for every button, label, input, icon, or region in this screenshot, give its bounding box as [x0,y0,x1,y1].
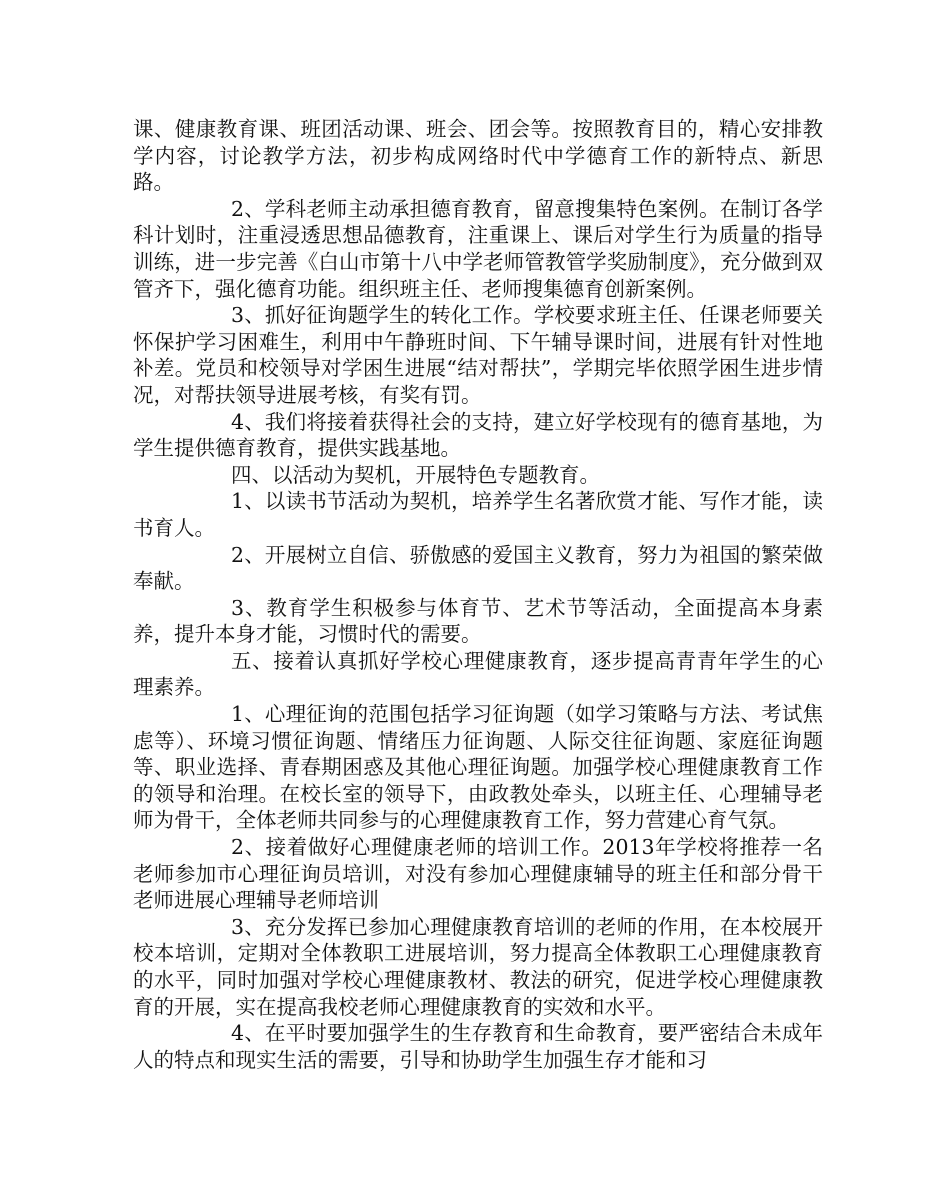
paragraph-continuation: 课、健康教育课、班团活动课、班会、团会等。按照教育目的，精心安排教学内容，讨论教学方法，初步构成网络时代中学德育工作的新特点、新思路。 [133,117,823,195]
paragraph-item-4-life-education: 4、在平时要加强学生的生存教育和生命教育，要严密结合未成年人的特点和现实生活的需要，引导和协助学生加强生存才能和习 [133,1021,823,1072]
paragraph-item-4-social-support: 4、我们将接着获得社会的支持，建立好学校现有的德育基地，为学生提供德育教育，提供实践基地。 [133,409,823,461]
paragraph-item-1-reading-festival: 1、以读书节活动为契机，培养学生名著欣赏才能、写作才能，读书育人。 [133,489,823,540]
paragraph-item-3-struggling-students: 3、抓好征询题学生的转化工作。学校要求班主任、任课老师要关怀保护学习困难生，利用中午静班时间、下午辅导课时间，进展有针对性地补差。党员和校领导对学困生进展“结对帮扶”，学期完毕依照学困生进步情况，对帮扶领导进展考核，有奖有罚。 [133,303,823,407]
paragraph-item-2-teacher-training: 2、接着做好心理健康老师的培训工作。2013年学校将推荐一名老师参加市心理征询员培训，对没有参加心理健康辅导的班主任和部分骨干老师进展心理辅导老师培训 [133,835,823,913]
paragraph-item-3-school-training: 3、充分发挥已参加心理健康教育培训的老师的作用，在本校展开校本培训，定期对全体教职工进展培训，努力提高全体教职工心理健康教育的水平，同时加强对学校心理健康教材、教法的研究，促进学校心理健康教育的开展，实在提高我校老师心理健康教育的实效和水平。 [133,914,823,1019]
paragraph-item-2-subject-teachers: 2、学科老师主动承担德育教育，留意搜集特色案例。在制订各学科计划时，注重浸透思想品德教育，注重课上、课后对学生行为质量的指导训练，进一步完善《白山市第十八中学老师管教管学奖励制度》，充分做到双管齐下，强化德育功能。组织班主任、老师搜集德育创新案例。 [133,196,823,301]
document-body [133,116,823,1073]
section-heading-5: 五、接着认真抓好学校心理健康教育，逐步提高青青年学生的心理素养。 [133,648,823,700]
paragraph-item-2-patriotic-education: 2、开展树立自信、骄傲感的爱国主义教育，努力为祖国的繁荣做奉献。 [133,542,823,594]
paragraph-item-1-counseling-scope: 1、心理征询的范围包括学习征询题（如学习策略与方法、考试焦虑等）、环境习惯征询题、情绪压力征询题、人际交往征询题、家庭征询题等、职业选择、青春期困惑及其他心理征询题。加强学校心理健康教育工作的领导和治理。在校长室的领导下，由政教处牵头，以班主任、心理辅导老师为骨干，全体老师共同参与的心理健康教育工作，努力营建心育气氛。 [133,702,823,833]
section-heading-4: 四、以活动为契机，开展特色专题教育。 [231,462,600,487]
paragraph-item-3-activities: 3、教育学生积极参与体育节、艺术节等活动，全面提高本身素养，提升本身才能，习惯时代的需要。 [133,595,823,647]
